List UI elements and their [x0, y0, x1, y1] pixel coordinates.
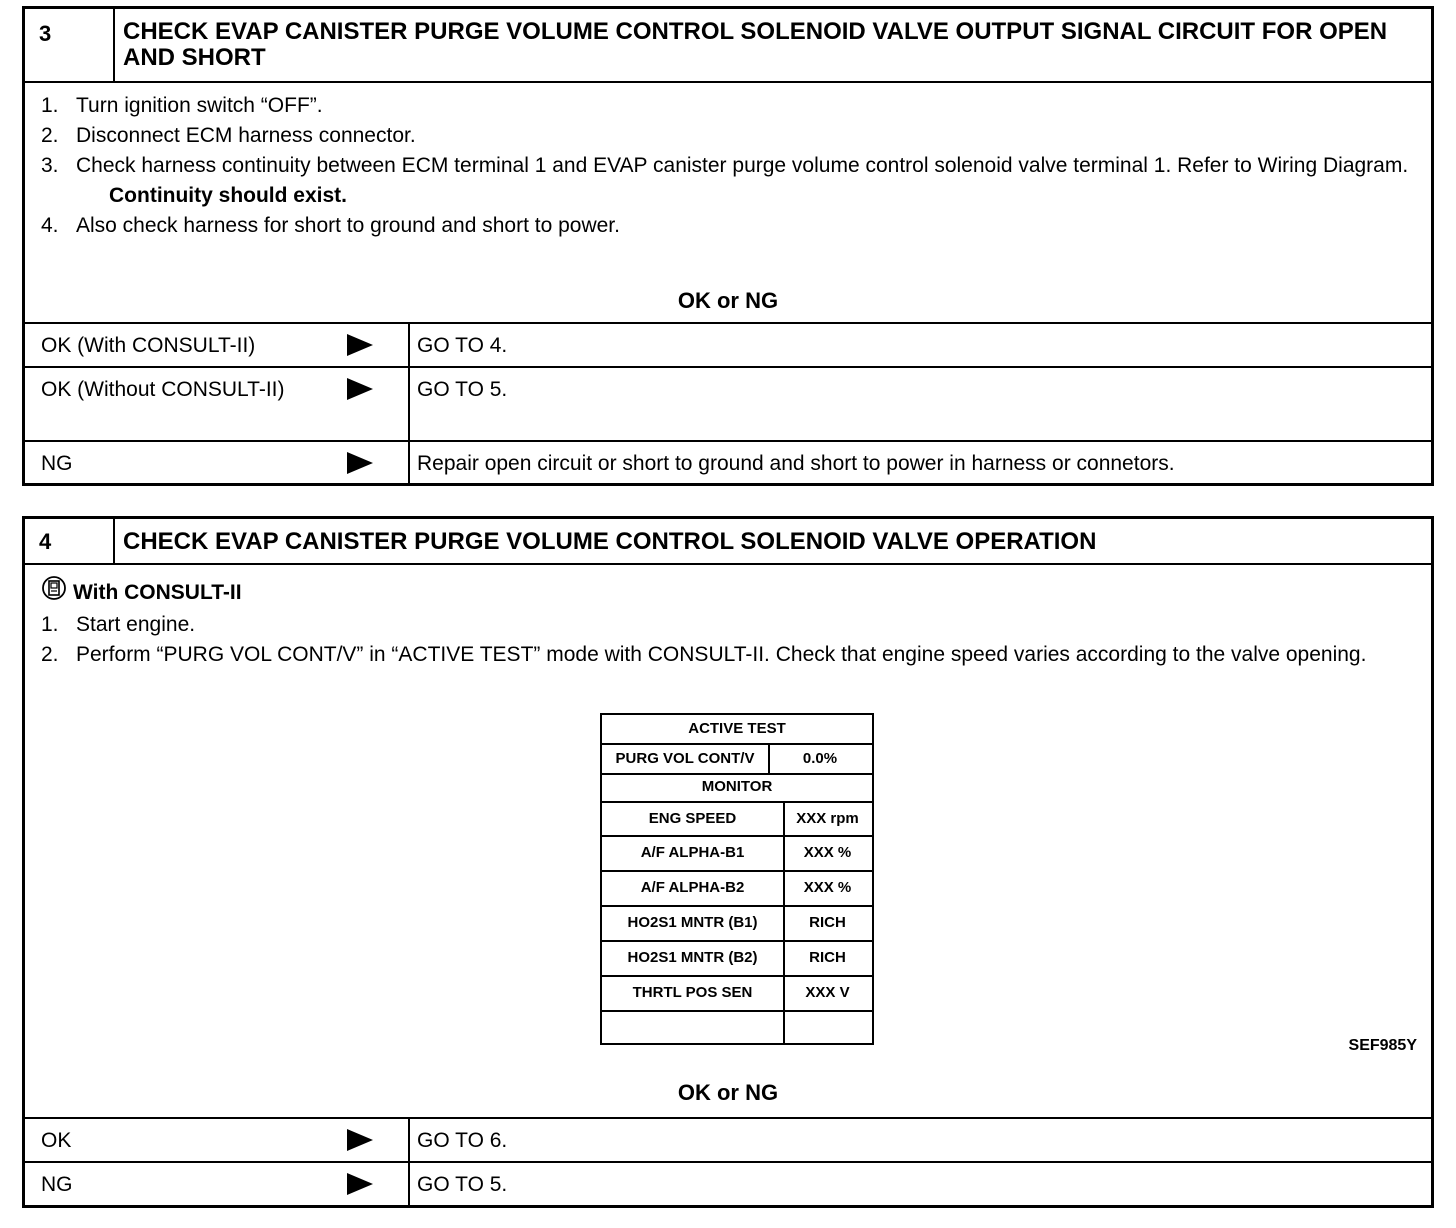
- monitor-label: ENG SPEED: [648, 809, 737, 827]
- right-triangle-arrow-icon: [347, 452, 373, 480]
- result-row: [25, 322, 1431, 368]
- step-text: Start engine.: [76, 613, 196, 636]
- result-condition: OK (Without CONSULT-II): [41, 378, 285, 401]
- ok-or-ng-label: OK or NG: [677, 1080, 779, 1105]
- monitor-value: XXX %: [803, 844, 852, 861]
- procedure-step: [41, 91, 1419, 121]
- monitor-label: HO2S1 MNTR (B2): [627, 949, 758, 966]
- procedure-step: [41, 121, 1419, 151]
- monitor-row: [602, 905, 872, 942]
- procedure-step: [41, 151, 1419, 181]
- ok-or-ng-label: OK or NG: [677, 288, 779, 313]
- monitor-label: A/F ALPHA-B2: [640, 879, 745, 896]
- step-index: 3.: [41, 154, 59, 177]
- monitor-row: [602, 835, 872, 872]
- test-item-value: 0.0%: [802, 749, 838, 767]
- step-text: Disconnect ECM harness connector.: [76, 124, 416, 147]
- step-index: 2.: [41, 124, 59, 147]
- step-index: 2.: [41, 643, 59, 666]
- monitor-row: [602, 1010, 872, 1043]
- procedure-step: [41, 640, 1419, 670]
- result-row: [25, 440, 1431, 483]
- monitor-row: [602, 870, 872, 907]
- result-condition: NG: [41, 1173, 73, 1196]
- result-row: [25, 1161, 1431, 1205]
- right-triangle-arrow-icon: [347, 334, 373, 362]
- result-action: GO TO 5.: [417, 378, 508, 401]
- consult-active-test-screen: [600, 713, 874, 1045]
- step-text: Check harness continuity between ECM terminal 1 and EVAP canister purge volume control solenoid valve terminal 1. Refer to Wiring Diagram.: [76, 154, 1409, 177]
- procedure-list: [41, 91, 1419, 241]
- procedure-step: [41, 211, 1419, 241]
- right-triangle-arrow-icon: [347, 378, 373, 406]
- test-item-label: PURG VOL CONT/V: [615, 749, 755, 767]
- monitor-row: [602, 975, 872, 1012]
- consult-subheading: [41, 575, 1419, 610]
- monitor-label: [602, 1010, 783, 1043]
- right-triangle-arrow-icon: [347, 1173, 373, 1201]
- subheading-text: With CONSULT-II: [73, 580, 242, 604]
- result-condition: NG: [41, 452, 73, 475]
- monitor-label: HO2S1 MNTR (B1): [627, 914, 758, 931]
- procedure-step: [41, 610, 1419, 640]
- step-text: Turn ignition switch “OFF”.: [76, 94, 323, 117]
- result-action: GO TO 5.: [417, 1173, 508, 1196]
- step-number: 3: [25, 9, 115, 81]
- monitor-value: RICH: [809, 949, 846, 966]
- screen-title: ACTIVE TEST: [602, 715, 872, 745]
- figure-code: SEF985Y: [1348, 1037, 1417, 1054]
- result-row: [25, 366, 1431, 442]
- expected-result: Continuity should exist.: [109, 184, 348, 207]
- result-action: GO TO 6.: [417, 1129, 508, 1152]
- result-condition: OK: [41, 1129, 72, 1152]
- step-index: 4.: [41, 214, 59, 237]
- procedure-list: [41, 575, 1419, 670]
- step-index: 1.: [41, 94, 59, 117]
- screen-monitor-heading: MONITOR: [602, 773, 872, 803]
- right-triangle-arrow-icon: [347, 1129, 373, 1157]
- monitor-row: [602, 801, 872, 837]
- result-action: Repair open circuit or short to ground and short to power in harness or connetors.: [417, 452, 1175, 475]
- step-text: Perform “PURG VOL CONT/V” in “ACTIVE TEST” mode with CONSULT-II. Check that engine speed varies according to the valve opening.: [76, 643, 1367, 666]
- monitor-row: [602, 940, 872, 977]
- step-text: Also check harness for short to ground and short to power.: [76, 214, 620, 237]
- step-title: CHECK EVAP CANISTER PURGE VOLUME CONTROL SOLENOID VALVE OPERATION: [123, 528, 1097, 555]
- step-4-header: [25, 519, 1431, 565]
- monitor-value: RICH: [809, 914, 846, 931]
- consult-tester-icon: [41, 575, 67, 610]
- result-condition: OK (With CONSULT-II): [41, 334, 256, 357]
- monitor-value: XXX %: [803, 879, 852, 896]
- monitor-value: XXX V: [805, 984, 850, 1001]
- result-row: [25, 1117, 1431, 1163]
- monitor-label: A/F ALPHA-B1: [640, 844, 745, 861]
- monitor-value: XXX rpm: [796, 809, 859, 827]
- screen-test-row: [602, 743, 872, 775]
- monitor-value: [783, 1010, 872, 1043]
- result-action: GO TO 4.: [417, 334, 508, 357]
- step-3-header: [25, 9, 1431, 83]
- step-3-panel: [22, 6, 1434, 486]
- monitor-label: THRTL POS SEN: [632, 984, 753, 1001]
- step-number: 4: [25, 519, 115, 563]
- step-4-panel: [22, 516, 1434, 1208]
- step-index: 1.: [41, 613, 59, 636]
- step-title: CHECK EVAP CANISTER PURGE VOLUME CONTROL SOLENOID VALVE OUTPUT SIGNAL CIRCUIT FOR OPEN AND SHORT: [123, 18, 1388, 71]
